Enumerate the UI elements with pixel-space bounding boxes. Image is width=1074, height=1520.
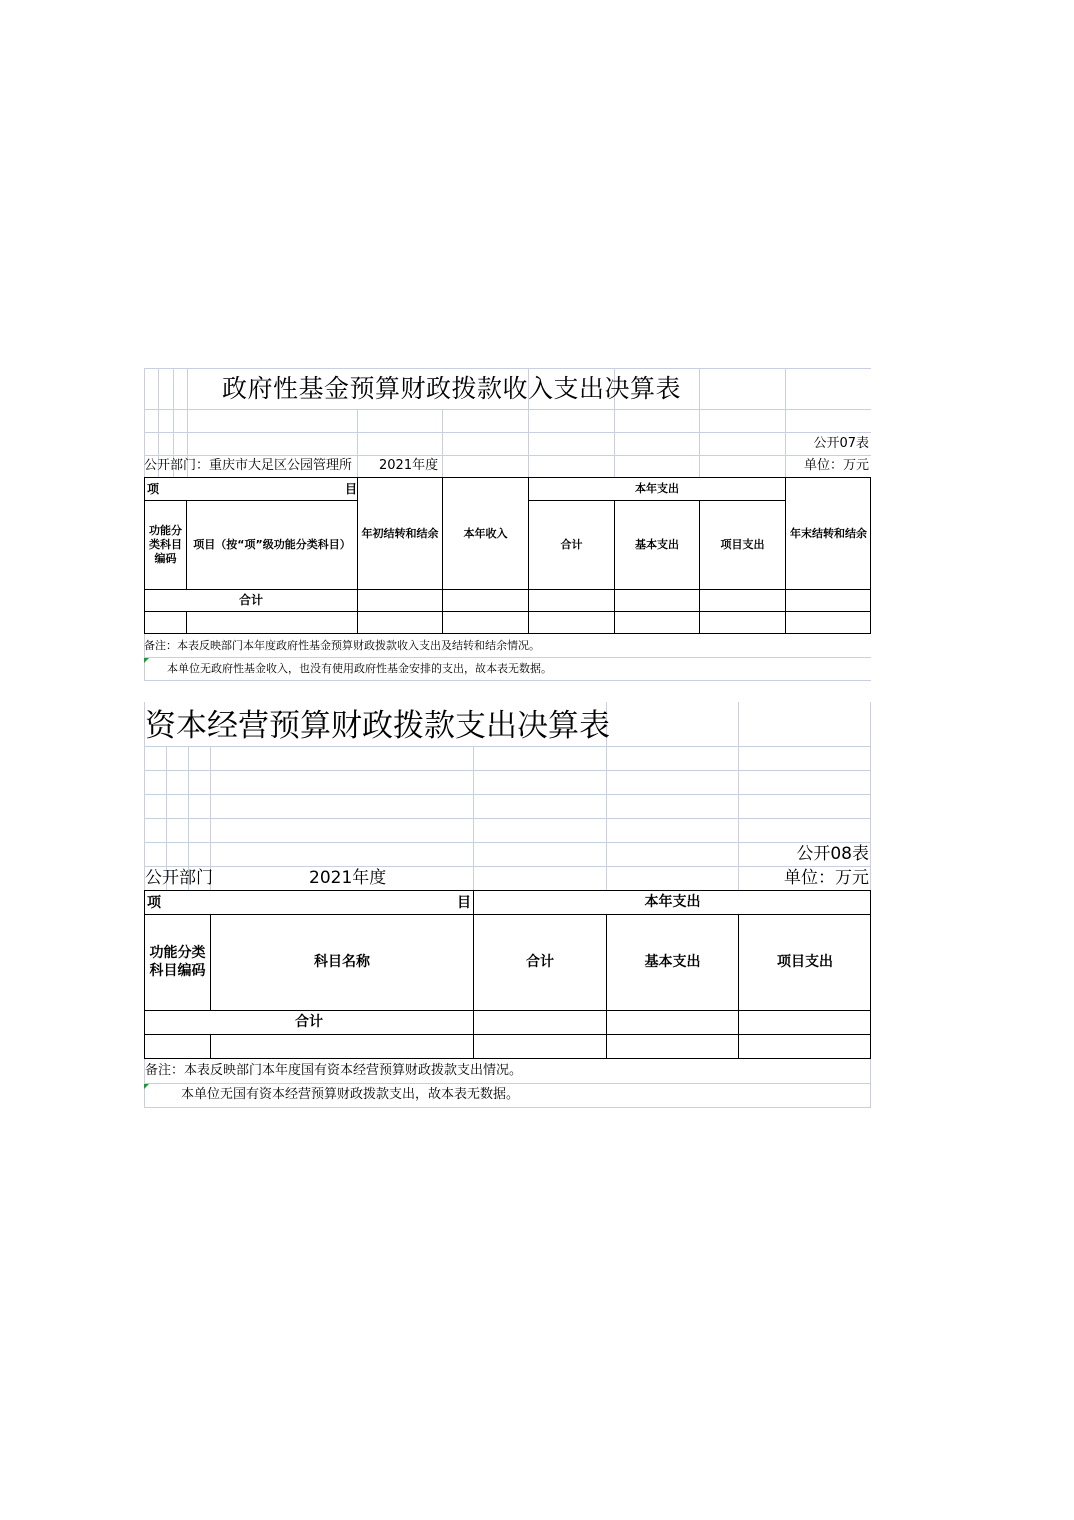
table2-header-total: 合计 (526, 953, 554, 970)
table1-department: 公开部门：重庆市大足区公园管理所 (144, 458, 353, 473)
table1-header-code: 功能分类科目编码 (149, 524, 182, 565)
table1-note-no-data: 本单位无政府性基金收入，也没有使用政府性基金安排的支出，故本表无数据。 (167, 662, 552, 675)
table1-header-item-left: 项 (147, 482, 160, 496)
table1-header-item-right: 目 (345, 482, 358, 496)
table1-header-expense-group: 本年支出 (635, 482, 679, 496)
comment-marker-icon (144, 658, 149, 663)
table2-header-name: 科目名称 (314, 953, 370, 970)
table1-header-total: 合计 (560, 538, 583, 552)
table2-department: 公开部门 (145, 868, 213, 888)
table1-header-begin-balance: 年初结转和结余 (361, 526, 439, 540)
table2-year: 2021年度 (309, 868, 387, 888)
table1-header-project: 项目支出 (720, 538, 765, 552)
table2-header-project: 项目支出 (777, 953, 833, 970)
table2-title: 资本经营预算财政拨款支出决算表 (145, 708, 610, 744)
table1-sheet (144, 368, 871, 681)
table2-total-row-label: 合计 (295, 1013, 323, 1030)
table2-unit: 单位：万元 (784, 868, 869, 888)
comment-marker-icon (144, 1084, 149, 1089)
table1-title: 政府性基金预算财政拨款收入支出决算表 (222, 374, 682, 403)
table2-header-basic: 基本支出 (644, 953, 701, 970)
table1-form-number: 公开07表 (813, 436, 869, 451)
table2-note-no-data: 本单位无国有资本经营预算财政拨款支出，故本表无数据。 (181, 1087, 520, 1102)
table1-year: 2021年度 (379, 458, 439, 473)
table1-header-end-balance: 年末结转和结余 (790, 526, 867, 540)
table1-header-basic: 基本支出 (635, 538, 679, 552)
table2-note: 备注：本表反映部门本年度国有资本经营预算财政拨款支出情况。 (145, 1063, 523, 1078)
table1-header-income: 本年收入 (463, 526, 508, 540)
table2-header-code: 功能分类科目编码 (149, 945, 206, 979)
table2-sheet (144, 702, 871, 1108)
table1-unit: 单位：万元 (803, 458, 869, 473)
table1-total-row-label: 合计 (238, 593, 263, 607)
table2-header-item-right: 目 (457, 895, 471, 911)
table2-form-number: 公开08表 (796, 844, 869, 864)
table2-header-item-left: 项 (147, 895, 161, 911)
table1-header-name: 项目（按“项”级功能分类科目） (193, 538, 351, 552)
table2-header-expense-group: 本年支出 (644, 893, 701, 910)
table1-note: 备注：本表反映部门本年度政府性基金预算财政拨款收入支出及结转和结余情况。 (144, 639, 540, 652)
